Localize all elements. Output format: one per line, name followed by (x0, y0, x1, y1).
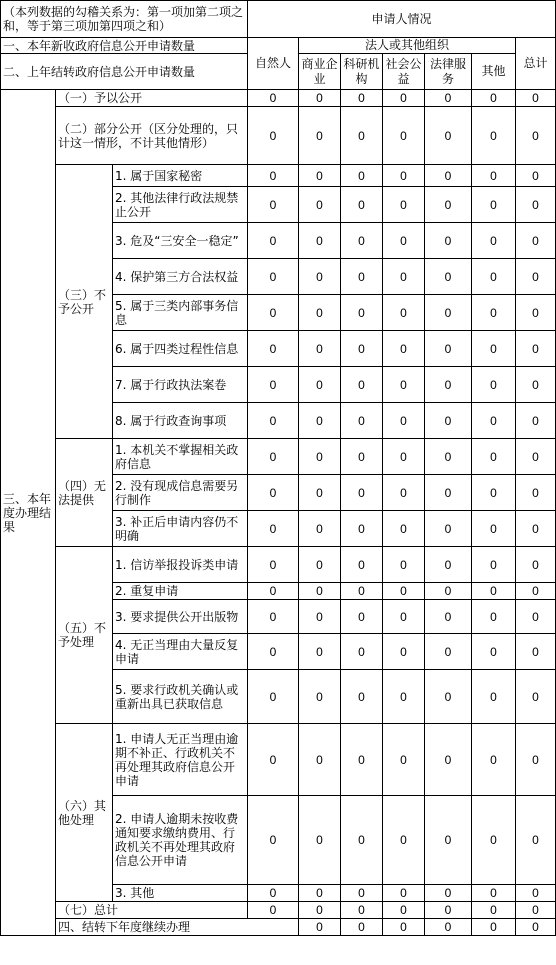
item-label: 5. 属于三类内部事务信息 (113, 295, 248, 331)
header-applicant: 申请人情况 (248, 1, 556, 38)
value-cell: 0 (341, 331, 383, 367)
value-cell: 0 (516, 670, 556, 724)
value-cell: 0 (425, 724, 472, 796)
value-cell: 0 (299, 187, 341, 223)
value-cell: 0 (299, 223, 341, 259)
value-cell: 0 (383, 670, 425, 724)
header-total: 总计 (516, 38, 556, 90)
group-label: （五）不予处理 (56, 547, 113, 724)
value-cell: 0 (516, 187, 556, 223)
value-cell: 0 (516, 885, 556, 902)
header-row-1 (1, 38, 556, 54)
value-cell: 0 (425, 107, 472, 165)
value-cell: 0 (248, 511, 299, 547)
table-row (1, 439, 556, 475)
value-cell: 0 (472, 670, 516, 724)
value-cell: 0 (425, 187, 472, 223)
value-cell: 0 (248, 796, 299, 885)
value-cell: 0 (516, 919, 556, 936)
value-cell: 0 (341, 90, 383, 107)
value-cell: 0 (425, 670, 472, 724)
value-cell: 0 (383, 919, 425, 936)
value-cell: 0 (299, 259, 341, 295)
value-cell: 0 (472, 902, 516, 919)
value-cell: 0 (383, 583, 425, 600)
item-label: 3. 危及“三安全一稳定” (113, 223, 248, 259)
header-research: 科研机构 (341, 54, 383, 90)
value-cell: 0 (341, 919, 383, 936)
value-cell: 0 (472, 223, 516, 259)
value-cell: 0 (299, 919, 341, 936)
value-cell: 0 (248, 439, 299, 475)
value-cell: 0 (299, 902, 341, 919)
value-cell: 0 (516, 295, 556, 331)
value-cell: 0 (383, 475, 425, 511)
value-cell: 0 (341, 724, 383, 796)
value-cell: 0 (341, 295, 383, 331)
value-cell: 0 (383, 902, 425, 919)
item-label: 3. 其他 (113, 885, 248, 902)
value-cell: 0 (516, 107, 556, 165)
value-cell: 0 (383, 223, 425, 259)
value-cell: 0 (299, 367, 341, 403)
value-cell: 0 (425, 583, 472, 600)
header-commercial: 商业企业 (299, 54, 341, 90)
value-cell: 0 (516, 511, 556, 547)
value-cell: 0 (383, 367, 425, 403)
table-row (1, 902, 556, 919)
value-cell: 0 (516, 165, 556, 187)
item-label: 3. 要求提供公开出版物 (113, 600, 248, 634)
value-cell: 0 (341, 107, 383, 165)
value-cell: 0 (383, 600, 425, 634)
item-label: 1. 属于国家秘密 (113, 165, 248, 187)
value-cell: 0 (248, 187, 299, 223)
value-cell: 0 (299, 885, 341, 902)
value-cell: 0 (341, 670, 383, 724)
item-label: 5. 要求行政机关确认或重新出具已获取信息 (113, 670, 248, 724)
section3-label: 三、本年度办理结果 (1, 90, 56, 936)
value-cell: 0 (299, 634, 341, 670)
value-cell: 0 (472, 90, 516, 107)
value-cell: 0 (299, 547, 341, 583)
value-cell: 0 (472, 295, 516, 331)
group-label: （六）其他处理 (56, 724, 113, 902)
value-cell: 0 (341, 475, 383, 511)
value-cell: 0 (383, 259, 425, 295)
value-cell: 0 (383, 403, 425, 439)
value-cell: 0 (425, 547, 472, 583)
value-cell: 0 (299, 107, 341, 165)
value-cell: 0 (472, 796, 516, 885)
table-row (1, 165, 556, 187)
value-cell: 0 (299, 439, 341, 475)
value-cell: 0 (248, 259, 299, 295)
value-cell: 0 (248, 547, 299, 583)
value-cell: 0 (425, 165, 472, 187)
header-legal: 法人或其他组织 (299, 38, 516, 54)
table-row (1, 90, 556, 107)
value-cell: 0 (248, 600, 299, 634)
value-cell: 0 (516, 902, 556, 919)
value-cell: 0 (425, 439, 472, 475)
value-cell: 0 (472, 885, 516, 902)
value-cell: 0 (341, 259, 383, 295)
value-cell: 0 (341, 885, 383, 902)
item-label: 1. 申请人无正当理由逾期不补正、行政机关不再处理其政府信息公开申请 (113, 724, 248, 796)
value-cell: 0 (341, 187, 383, 223)
value-cell: 0 (516, 331, 556, 367)
value-cell: 0 (425, 259, 472, 295)
value-cell: 0 (472, 475, 516, 511)
value-cell: 0 (299, 670, 341, 724)
value-cell: 0 (248, 223, 299, 259)
value-cell: 0 (299, 90, 341, 107)
item-label: 2. 没有现成信息需要另行制作 (113, 475, 248, 511)
item-label: 2. 重复申请 (113, 583, 248, 600)
item-label: 4. 保护第三方合法权益 (113, 259, 248, 295)
value-cell: 0 (516, 475, 556, 511)
value-cell: 0 (472, 439, 516, 475)
value-cell: 0 (425, 223, 472, 259)
value-cell: 0 (341, 223, 383, 259)
item-label: 3. 补正后申请内容仍不明确 (113, 511, 248, 547)
value-cell: 0 (425, 634, 472, 670)
value-cell: 0 (248, 670, 299, 724)
value-cell: 0 (425, 475, 472, 511)
value-cell: 0 (248, 475, 299, 511)
value-cell: 0 (299, 796, 341, 885)
value-cell: 0 (516, 439, 556, 475)
value-cell: 0 (472, 187, 516, 223)
table-row (1, 107, 556, 165)
group-label: （二）部分公开（区分处理的，只计这一情形，不计其他情形） (56, 107, 248, 165)
value-cell: 0 (425, 885, 472, 902)
value-cell: 0 (383, 634, 425, 670)
group-label: （一）予以公开 (56, 90, 248, 107)
value-cell: 0 (248, 885, 299, 902)
value-cell: 0 (472, 724, 516, 796)
value-cell: 0 (299, 583, 341, 600)
value-cell: 0 (248, 90, 299, 107)
value-cell: 0 (341, 403, 383, 439)
header-other: 其他 (472, 54, 516, 90)
value-cell: 0 (341, 634, 383, 670)
value-cell: 0 (299, 511, 341, 547)
value-cell: 0 (248, 367, 299, 403)
value-cell: 0 (472, 634, 516, 670)
value-cell: 0 (425, 919, 472, 936)
value-cell: 0 (516, 634, 556, 670)
value-cell: 0 (472, 331, 516, 367)
value-cell: 0 (383, 885, 425, 902)
value-cell: 0 (516, 796, 556, 885)
value-cell: 0 (341, 165, 383, 187)
header-row2-label: 二、上年结转政府信息公开申请数量 (1, 54, 248, 90)
group-label: （七）总计 (56, 902, 248, 919)
value-cell: 0 (516, 403, 556, 439)
table-row (1, 919, 556, 936)
item-label: 1. 信访举报投诉类申请 (113, 547, 248, 583)
item-label: 4. 无正当理由大量反复申请 (113, 634, 248, 670)
value-cell: 0 (341, 600, 383, 634)
value-cell: 0 (425, 367, 472, 403)
item-label: 2. 申请人逾期未按收费通知要求缴纳费用、行政机关不再处理其政府信息公开申请 (113, 796, 248, 885)
value-cell: 0 (516, 367, 556, 403)
value-cell: 0 (341, 547, 383, 583)
value-cell: 0 (248, 165, 299, 187)
value-cell: 0 (472, 165, 516, 187)
header-note: （本列数据的勾稽关系为：第一项加第二项之和，等于第三项加第四项之和） (1, 1, 248, 38)
value-cell: 0 (516, 600, 556, 634)
value-cell: 0 (299, 403, 341, 439)
value-cell: 0 (299, 475, 341, 511)
value-cell: 0 (472, 511, 516, 547)
value-cell: 0 (425, 331, 472, 367)
value-cell: 0 (248, 902, 299, 919)
value-cell: 0 (299, 165, 341, 187)
value-cell: 0 (472, 919, 516, 936)
header-social: 社会公益 (383, 54, 425, 90)
value-cell: 0 (425, 600, 472, 634)
item-label: 6. 属于四类过程性信息 (113, 331, 248, 367)
header-row-note (1, 1, 556, 38)
value-cell: 0 (383, 107, 425, 165)
header-law: 法律服务 (425, 54, 472, 90)
value-cell: 0 (516, 90, 556, 107)
header-natural: 自然人 (248, 38, 299, 90)
value-cell: 0 (341, 367, 383, 403)
value-cell: 0 (248, 403, 299, 439)
value-cell: 0 (383, 331, 425, 367)
value-cell: 0 (472, 583, 516, 600)
value-cell: 0 (383, 511, 425, 547)
value-cell: 0 (383, 165, 425, 187)
item-label: 8. 属于行政查询事项 (113, 403, 248, 439)
value-cell: 0 (425, 796, 472, 885)
group-label: （三）不予公开 (56, 165, 113, 439)
value-cell: 0 (341, 511, 383, 547)
value-cell: 0 (248, 634, 299, 670)
value-cell: 0 (383, 295, 425, 331)
value-cell: 0 (299, 295, 341, 331)
value-cell: 0 (248, 107, 299, 165)
value-cell: 0 (472, 367, 516, 403)
item-label: 1. 本机关不掌握相关政府信息 (113, 439, 248, 475)
value-cell: 0 (516, 259, 556, 295)
value-cell: 0 (383, 187, 425, 223)
value-cell: 0 (383, 439, 425, 475)
value-cell: 0 (425, 90, 472, 107)
value-cell: 0 (516, 724, 556, 796)
value-cell: 0 (472, 259, 516, 295)
value-cell: 0 (248, 583, 299, 600)
group-label: （四）无法提供 (56, 439, 113, 547)
value-cell: 0 (472, 547, 516, 583)
value-cell: 0 (248, 331, 299, 367)
table-row (1, 547, 556, 583)
section4-label: 四、结转下年度继续办理 (56, 919, 299, 936)
item-label: 7. 属于行政执法案卷 (113, 367, 248, 403)
value-cell: 0 (383, 796, 425, 885)
value-cell: 0 (516, 583, 556, 600)
value-cell: 0 (425, 295, 472, 331)
value-cell: 0 (299, 724, 341, 796)
value-cell: 0 (383, 724, 425, 796)
value-cell: 0 (516, 547, 556, 583)
value-cell: 0 (516, 223, 556, 259)
value-cell: 0 (472, 107, 516, 165)
value-cell: 0 (341, 439, 383, 475)
item-label: 2. 其他法律行政法规禁止公开 (113, 187, 248, 223)
value-cell: 0 (248, 295, 299, 331)
table-row (1, 724, 556, 796)
value-cell: 0 (341, 902, 383, 919)
value-cell: 0 (425, 511, 472, 547)
value-cell: 0 (472, 403, 516, 439)
value-cell: 0 (383, 547, 425, 583)
value-cell: 0 (299, 600, 341, 634)
value-cell: 0 (425, 403, 472, 439)
value-cell: 0 (425, 902, 472, 919)
value-cell: 0 (248, 724, 299, 796)
header-row1-label: 一、本年新收政府信息公开申请数量 (1, 38, 248, 54)
value-cell: 0 (341, 583, 383, 600)
value-cell: 0 (383, 90, 425, 107)
value-cell: 0 (472, 600, 516, 634)
value-cell: 0 (299, 331, 341, 367)
value-cell: 0 (341, 796, 383, 885)
